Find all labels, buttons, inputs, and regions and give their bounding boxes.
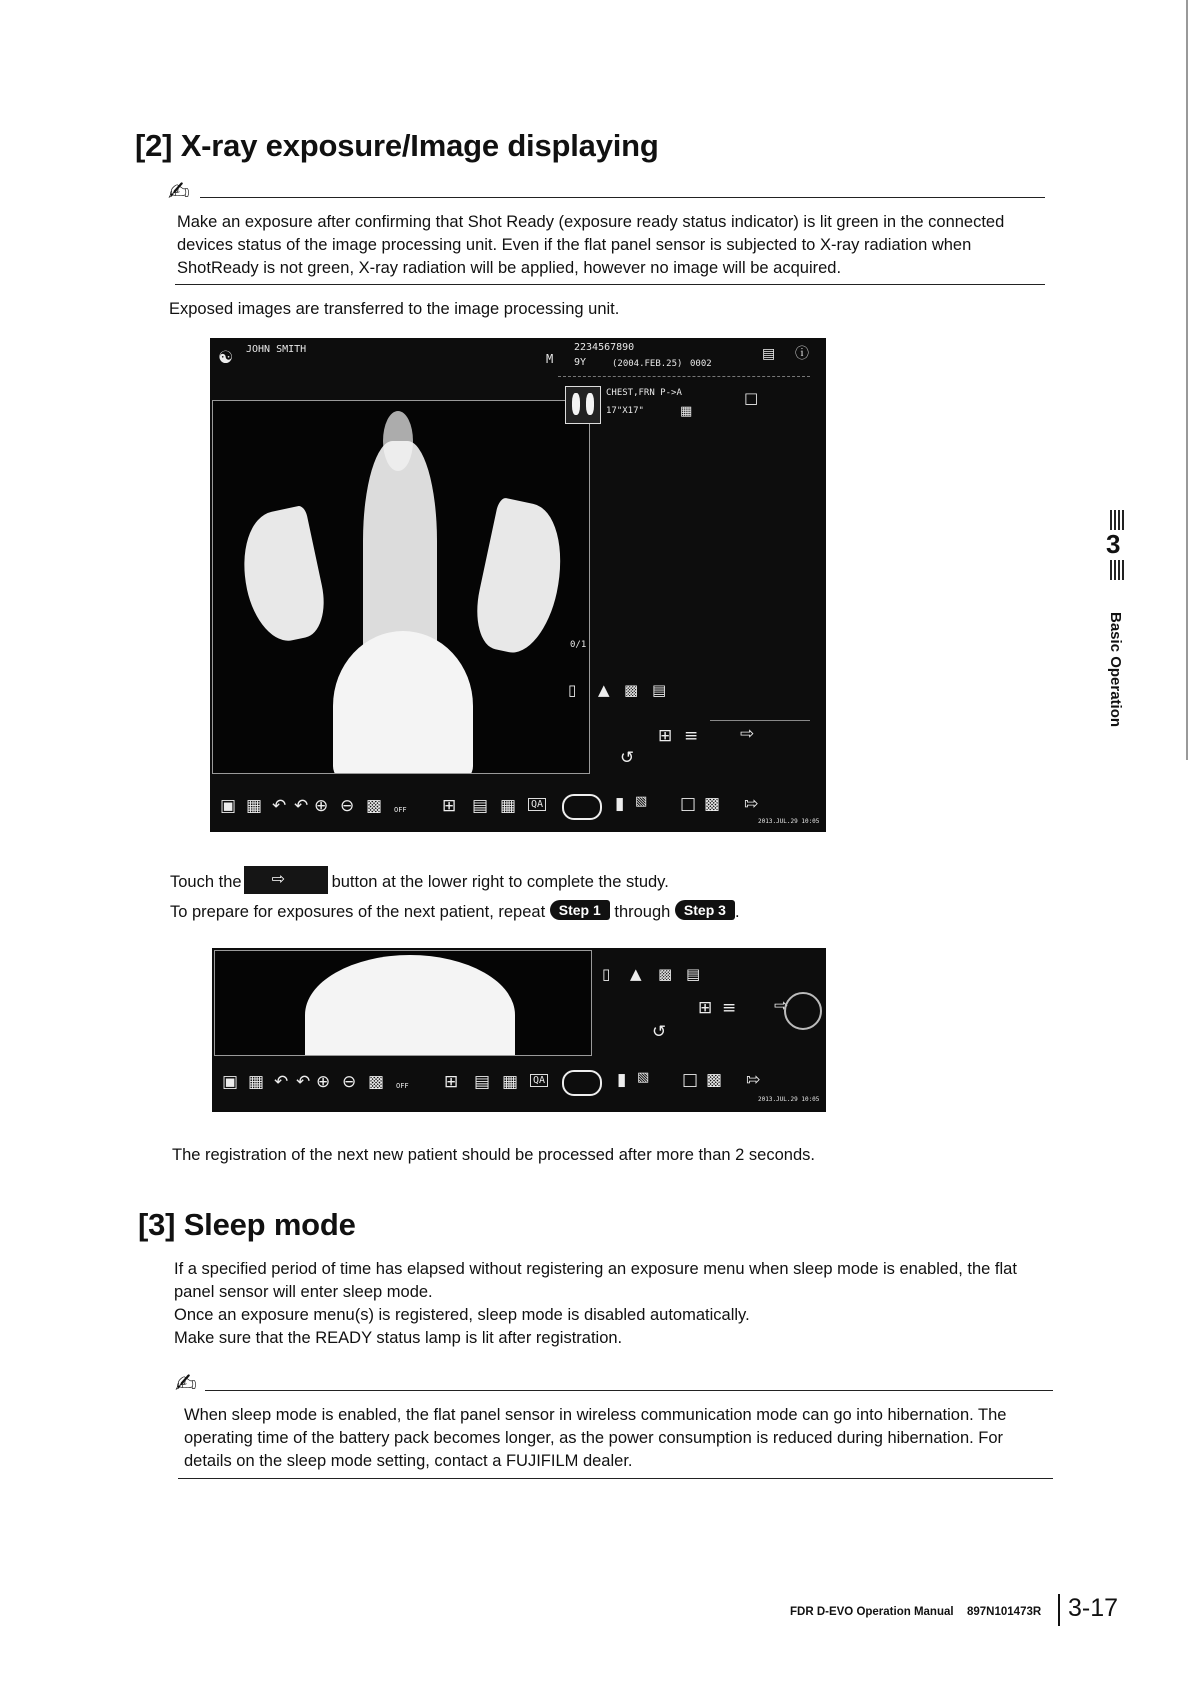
menu-thumbnail[interactable] <box>565 386 601 424</box>
cassette-size: 17"X17" <box>606 406 644 416</box>
retake-icon[interactable]: ↺ <box>620 748 635 768</box>
fpd-icon[interactable]: ▯ <box>568 681 577 699</box>
touch-instruction <box>170 866 669 894</box>
datetime: 2013.JUL.29 10:05 <box>758 818 820 825</box>
crop-icon[interactable]: ⊞ <box>442 796 457 816</box>
shot-ready-indicator <box>562 794 602 820</box>
zoom-in-icon[interactable]: ⊕ <box>316 1072 331 1092</box>
complete-arrow-icon: ⇨ <box>271 871 285 888</box>
page-edge-line <box>1186 0 1188 760</box>
complete-study-icon[interactable]: ⇨ <box>774 996 789 1016</box>
patient-age: 9Y <box>574 357 587 368</box>
bottom-toolbar <box>210 786 826 832</box>
monitor-icon[interactable]: □ <box>682 1070 699 1090</box>
qa-button[interactable]: QA <box>530 1074 548 1087</box>
off-label: OFF <box>394 806 407 814</box>
birth-date: (2004.FEB.25) <box>612 359 683 369</box>
rebuild-icon[interactable]: ▩ <box>658 965 673 983</box>
crop-icon[interactable]: ⊞ <box>444 1072 459 1092</box>
sort-icon[interactable]: ≡ <box>722 998 737 1018</box>
registration-text: The registration of the next new patient should be processed after more than 2 seconds. <box>172 1146 815 1164</box>
rotate-icon[interactable]: ↶ <box>272 796 287 816</box>
off-label: OFF <box>396 1082 409 1090</box>
measure-icon[interactable]: ▦ <box>500 796 517 816</box>
xray-generator-icon[interactable]: ▲ <box>598 681 610 699</box>
footer-doc-number: 897N101473R <box>967 1606 1042 1618</box>
page-number: 3-17 <box>1068 1594 1119 1622</box>
logout-icon[interactable]: ⇰ <box>746 1070 761 1090</box>
rebuild-icon[interactable]: ▩ <box>624 681 639 699</box>
layout-icon[interactable]: ⊞ <box>658 726 673 746</box>
xray-image-cropped[interactable] <box>214 950 592 1056</box>
repeat-instruction <box>170 900 740 924</box>
touch-highlight <box>784 992 822 1030</box>
note-top-rule <box>205 1390 1053 1391</box>
retake-icon[interactable]: ↺ <box>652 1022 667 1042</box>
period: . <box>734 903 740 921</box>
ok-icon[interactable]: ▩ <box>706 1070 723 1090</box>
sleep-mode-line-3: Make sure that the READY status lamp is lit after registration. <box>174 1329 623 1347</box>
annotation-icon[interactable]: ▤ <box>472 796 489 816</box>
screenshot-complete <box>212 948 826 1112</box>
monitor-icon[interactable]: □ <box>680 794 697 814</box>
rotate-icon[interactable]: ↶ <box>274 1072 289 1092</box>
add-menu-icon[interactable]: □ <box>744 389 759 407</box>
patient-icon: ☯ <box>218 348 234 368</box>
note-hand-icon: ✍ <box>175 1368 197 1398</box>
sequence-number: 0002 <box>690 359 712 369</box>
shot-ready-indicator <box>562 1070 602 1096</box>
chapter-title: Basic Operation <box>1107 612 1124 728</box>
section-3-title: [3] Sleep mode <box>138 1207 356 1242</box>
zoom-in-icon[interactable]: ⊕ <box>314 796 329 816</box>
image-icon[interactable]: ▣ <box>222 1072 239 1092</box>
exposure-count: 0/1 <box>570 640 587 650</box>
measure-icon[interactable]: ▦ <box>502 1072 519 1092</box>
complete-study-icon[interactable]: ⇨ <box>740 724 755 744</box>
grid-icon[interactable]: ▦ <box>248 1072 265 1092</box>
pa-direction-icon[interactable]: ▦ <box>680 404 693 419</box>
footer-manual: FDR D-EVO Operation Manual <box>790 1606 954 1618</box>
signal-icon: ▮ <box>617 1070 627 1090</box>
image-icon[interactable]: ▣ <box>220 796 237 816</box>
layout-icon[interactable]: ⊞ <box>698 998 713 1018</box>
info-icon[interactable]: ⓘ <box>795 346 809 362</box>
sort-icon[interactable]: ≡ <box>684 726 699 746</box>
screenshot-exposure <box>210 338 826 832</box>
sleep-mode-line-1: If a specified period of time has elapsed without registering an exposure menu when sleep mode is enabled, the flat panel sensor will enter sleep mode. <box>174 1260 1017 1301</box>
step-3-badge: Step 3 <box>675 900 735 920</box>
transfer-text: Exposed images are transferred to the image processing unit. <box>169 300 620 318</box>
note-hand-icon: ✍ <box>168 176 190 206</box>
chapter-tab <box>1106 510 1124 580</box>
note-text: Make an exposure after confirming that Shot Ready (exposure ready status indicator) is lit green in the connected devices status of the image processing unit. Even if the flat panel sensor is subjected to X-ray radiation when ShotReady is not green, X-ray radiation will be applied, however no image will be acquired. <box>177 213 1005 277</box>
menu-name: CHEST,FRN P->A <box>606 388 682 398</box>
printer-icon[interactable]: ▤ <box>652 681 667 699</box>
patient-name: JOHN SMITH <box>246 344 307 355</box>
xray-image[interactable] <box>212 400 590 774</box>
logout-icon[interactable]: ⇰ <box>744 794 759 814</box>
study-list-icon[interactable]: ▤ <box>762 346 776 362</box>
touch-after: button at the lower right to complete the study. <box>331 873 669 891</box>
sleep-mode-body <box>174 1258 1054 1350</box>
sleep-mode-line-2: Once an exposure menu(s) is registered, sleep mode is disabled automatically. <box>174 1306 750 1324</box>
touch-before: Touch the <box>170 873 242 891</box>
note-bottom-rule <box>175 284 1045 285</box>
datetime: 2013.JUL.29 10:05 <box>758 1096 820 1103</box>
complete-button-image <box>244 866 328 894</box>
ok-icon[interactable]: ▩ <box>704 794 721 814</box>
signal-icon: ▮ <box>615 794 625 814</box>
panel-rule <box>710 720 810 721</box>
footer-divider <box>1058 1594 1060 1626</box>
mask-icon[interactable]: ▩ <box>366 796 383 816</box>
zoom-out-icon[interactable]: ⊖ <box>340 796 355 816</box>
bottom-toolbar <box>212 1062 826 1110</box>
note-bottom-rule <box>178 1478 1053 1479</box>
xray-generator-icon[interactable]: ▲ <box>630 965 642 983</box>
flip-icon[interactable]: ↶ <box>296 1072 311 1092</box>
repeat-before: To prepare for exposures of the next patient, repeat <box>170 903 546 921</box>
fpd-icon[interactable]: ▯ <box>602 965 611 983</box>
sleep-note-text: When sleep mode is enabled, the flat panel sensor in wireless communication mode can go into hibernation. The operating time of the battery pack becomes longer, as the power consumption is reduced during hibernation. For details on the sleep mode setting, contact a FUJIFILM dealer. <box>184 1406 1007 1470</box>
zoom-out-icon[interactable]: ⊖ <box>342 1072 357 1092</box>
battery-icon: ▧ <box>637 1070 650 1085</box>
qa-button[interactable]: QA <box>528 798 546 811</box>
grid-icon[interactable]: ▦ <box>246 796 263 816</box>
printer-icon[interactable]: ▤ <box>686 965 701 983</box>
through-text: through <box>614 903 671 921</box>
panel-divider <box>558 376 810 377</box>
chapter-number: 3 <box>1106 529 1121 559</box>
sex-label: M <box>546 352 554 366</box>
annotation-icon[interactable]: ▤ <box>474 1072 491 1092</box>
flip-icon[interactable]: ↶ <box>294 796 309 816</box>
step-1-badge: Step 1 <box>550 900 610 920</box>
note-top-rule <box>200 197 1045 198</box>
section-2-title: [2] X-ray exposure/Image displaying <box>135 128 659 163</box>
battery-icon: ▧ <box>635 794 648 809</box>
patient-id: 2234567890 <box>574 342 635 353</box>
mask-icon[interactable]: ▩ <box>368 1072 385 1092</box>
